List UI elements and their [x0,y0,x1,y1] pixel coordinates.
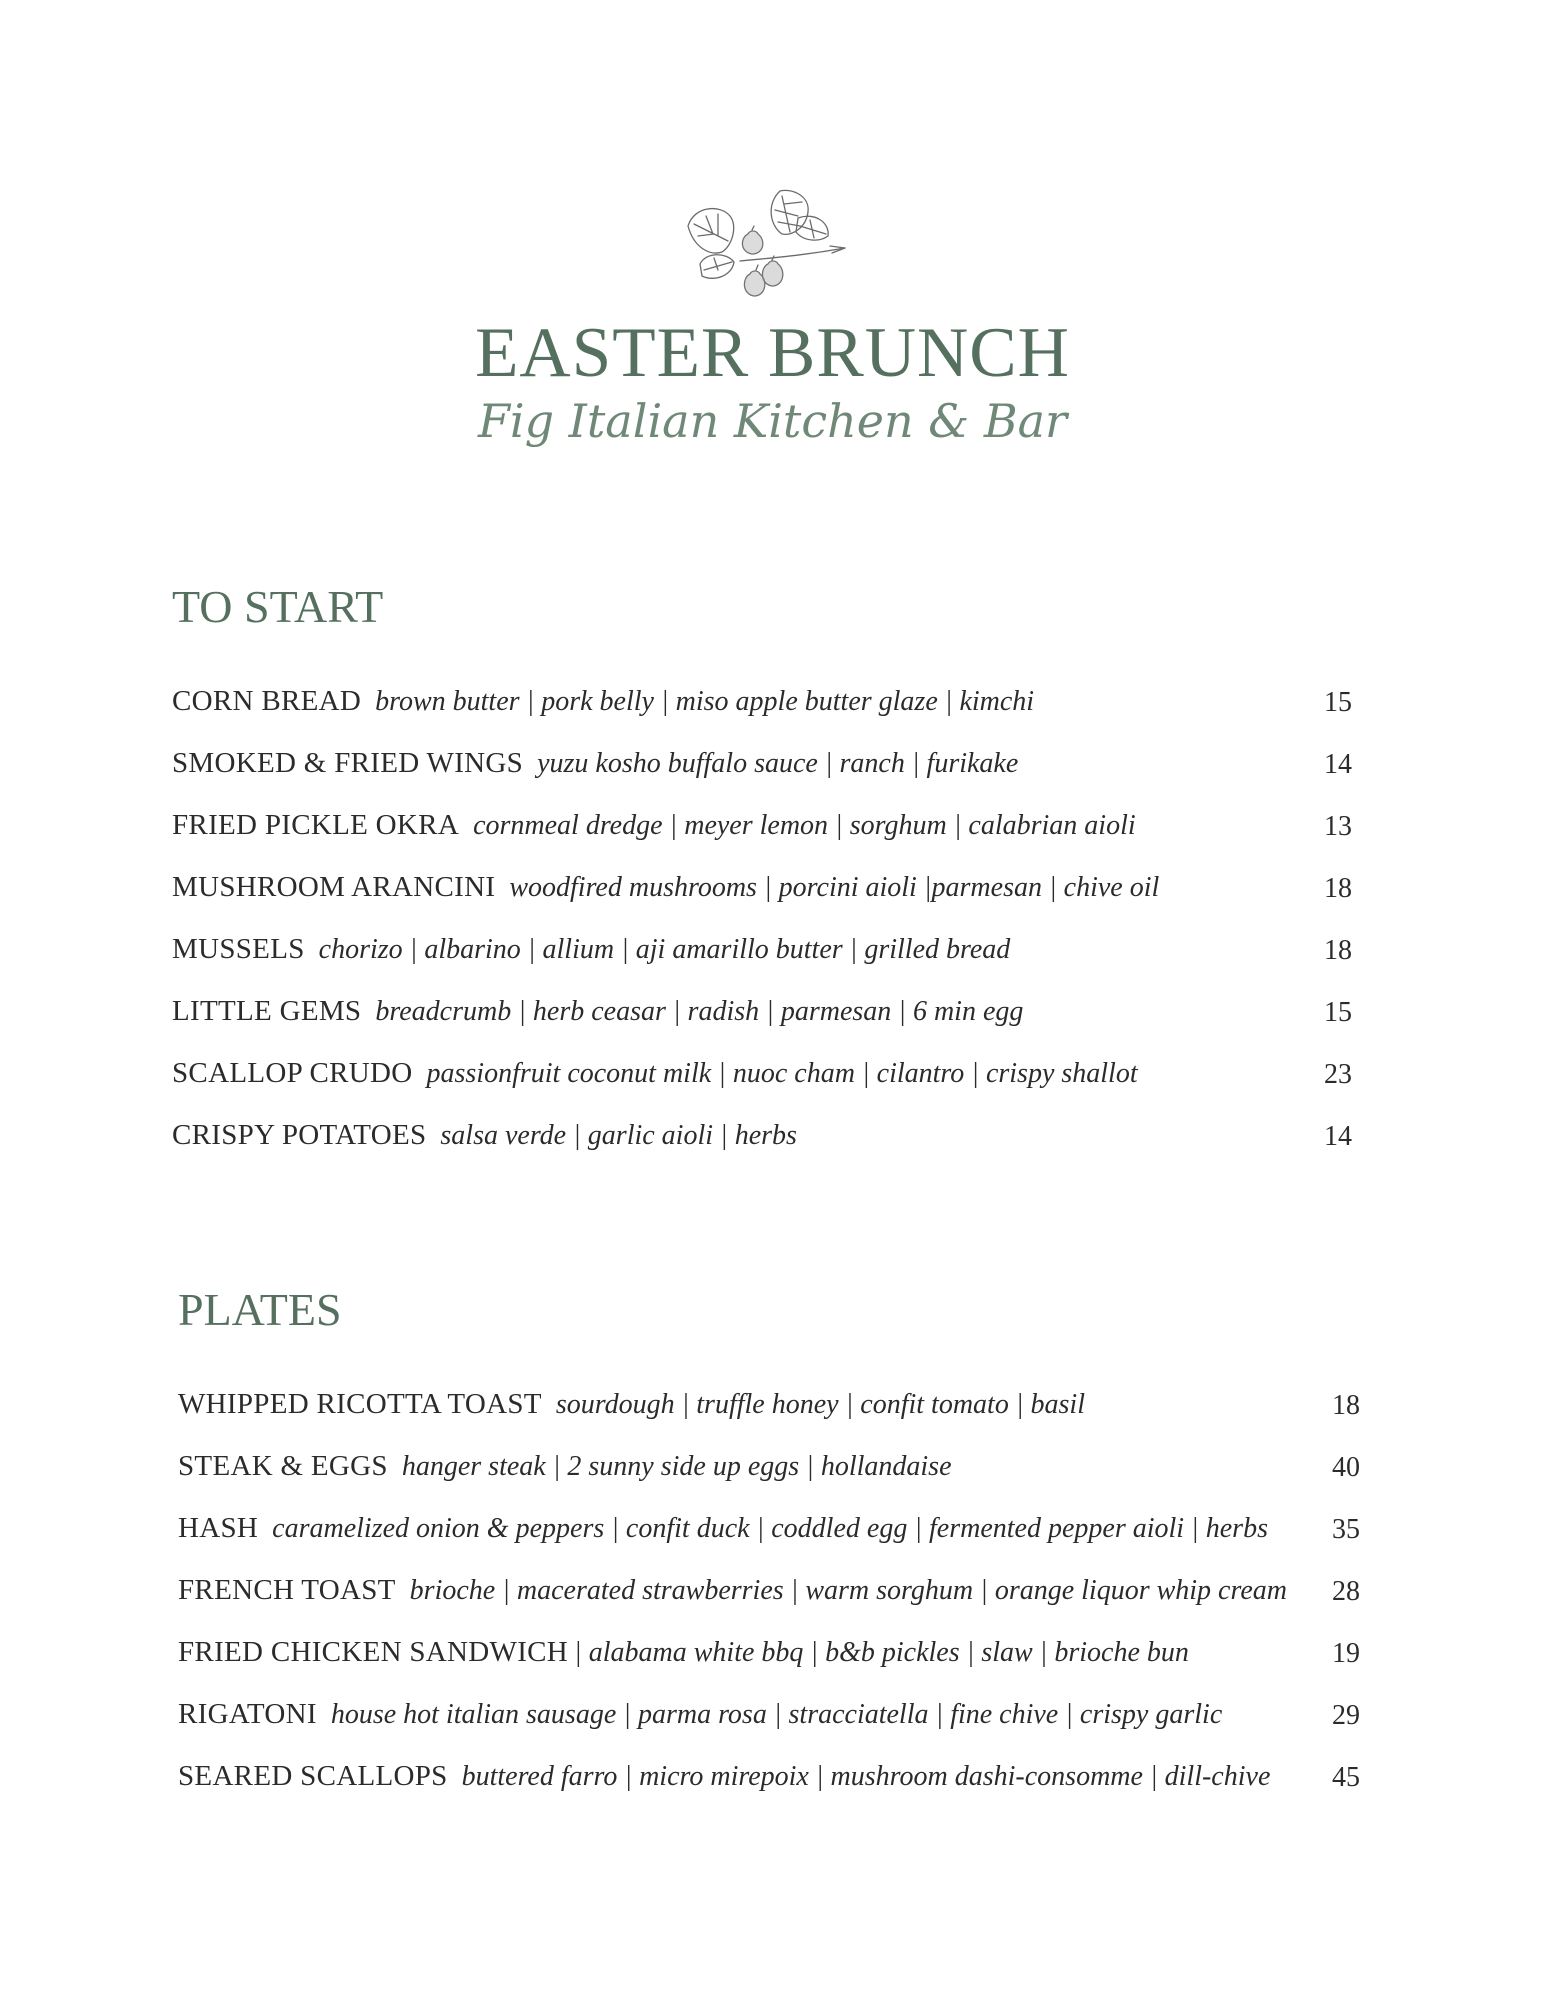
item-description: cornmeal dredge | meyer lemon | sorghum | calabrian aioli [473,810,1136,841]
item-price: 45 [1332,1762,1360,1793]
restaurant-name: Fig Italian Kitchen & Bar [477,394,1068,448]
item-description: salsa verde | garlic aioli | herbs [440,1120,797,1151]
item-price: 15 [1324,687,1352,718]
item-description: caramelized onion & peppers | confit duck | coddled egg | fermented pepper aioli | herbs [272,1513,1268,1544]
menu-item [172,867,1352,929]
item-description: | alabama white bbq | b&b pickles | slaw | brioche bun [574,1637,1189,1668]
menu-item [178,1756,1360,1818]
item-description: hanger steak | 2 sunny side up eggs | hollandaise [401,1451,952,1482]
menu-list-plates [178,1384,1360,1818]
item-price: 13 [1324,811,1352,842]
item-price: 14 [1324,1121,1352,1152]
item-description: woodfired mushrooms | porcini aioli |parmesan | chive oil [509,872,1160,903]
item-name: RIGATONI [178,1698,317,1730]
item-description: breadcrumb | herb ceasar | radish | parmesan | 6 min egg [375,996,1024,1027]
item-price: 29 [1332,1700,1360,1731]
item-name: SEARED SCALLOPS [178,1760,448,1792]
menu-item [172,929,1352,991]
item-price: 18 [1324,873,1352,904]
menu-item [178,1694,1360,1756]
item-price: 18 [1324,935,1352,966]
section-heading-plates: PLATES [178,1284,342,1335]
menu-list-to-start [172,681,1352,1177]
menu-title: EASTER BRUNCH [475,314,1070,392]
item-price: 28 [1332,1576,1360,1607]
item-description: sourdough | truffle honey | confit tomato | basil [555,1389,1085,1420]
menu-item [178,1446,1360,1508]
item-price: 18 [1332,1390,1360,1421]
item-name: FRIED PICKLE OKRA [172,809,460,841]
menu-item [172,681,1352,743]
menu-item [172,743,1352,805]
item-price: 19 [1332,1638,1360,1669]
menu-item [178,1384,1360,1446]
menu-item [172,1115,1352,1177]
item-name: SMOKED & FRIED WINGS [172,747,524,779]
fig-branch-icon [680,186,855,306]
item-price: 14 [1324,749,1352,780]
item-name: MUSSELS [172,933,305,965]
item-name: LITTLE GEMS [172,995,362,1027]
item-price: 40 [1332,1452,1360,1483]
item-description: passionfruit coconut milk | nuoc cham | cilantro | crispy shallot [426,1058,1138,1089]
item-price: 23 [1324,1059,1352,1090]
item-description: house hot italian sausage | parma rosa | stracciatella | fine chive | crispy garlic [330,1699,1223,1730]
menu-item [178,1508,1360,1570]
item-name: WHIPPED RICOTTA TOAST [178,1388,542,1420]
item-description: chorizo | albarino | allium | aji amarillo butter | grilled bread [318,934,1011,965]
item-name: MUSHROOM ARANCINI [172,871,496,903]
menu-item [172,991,1352,1053]
item-price: 15 [1324,997,1352,1028]
item-description: yuzu kosho buffalo sauce | ranch | furikake [537,748,1019,779]
item-name: FRENCH TOAST [178,1574,396,1606]
item-name: HASH [178,1512,259,1544]
item-price: 35 [1332,1514,1360,1545]
item-name: STEAK & EGGS [178,1450,388,1482]
item-description: brown butter | pork belly | miso apple butter glaze | kimchi [375,686,1035,717]
item-name: CRISPY POTATOES [172,1119,427,1151]
menu-item [172,805,1352,867]
menu-item [178,1632,1360,1694]
item-name: SCALLOP CRUDO [172,1057,413,1089]
item-description: buttered farro | micro mirepoix | mushroom dashi-consomme | dill-chive [461,1761,1271,1792]
menu-item [172,1053,1352,1115]
section-heading-to-start: TO START [172,581,384,632]
item-description: brioche | macerated strawberries | warm sorghum | orange liquor whip cream [409,1575,1287,1606]
menu-item [178,1570,1360,1632]
item-name: FRIED CHICKEN SANDWICH [178,1636,569,1668]
item-name: CORN BREAD [172,685,362,717]
